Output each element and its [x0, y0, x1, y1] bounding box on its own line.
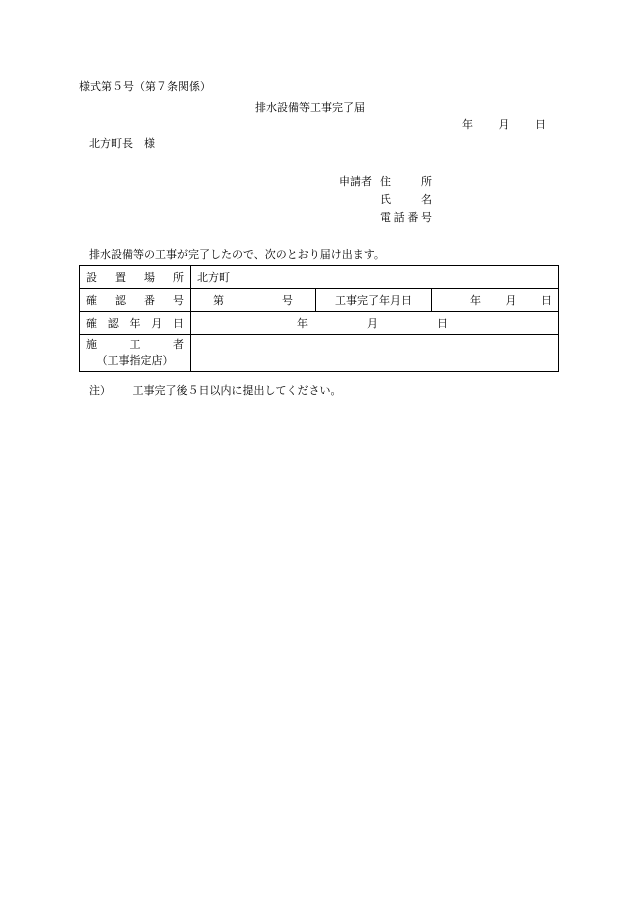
note-text: 工事完了後５日以内に提出してください。 — [132, 384, 342, 397]
location-value[interactable]: 北方町 — [191, 266, 559, 289]
completion-date-label: 工事完了年月日 — [316, 289, 432, 312]
confirm-number-label: 確 認 番 号 — [80, 289, 191, 312]
note — [89, 384, 342, 398]
date-month: 月 — [498, 118, 510, 131]
contractor-sublabel: （工事指定店） — [96, 354, 174, 367]
contractor-label: 施 工 者 （工事指定店） — [80, 335, 191, 372]
applicant-address-label: 住 所 — [380, 175, 432, 188]
intro-text: 排水設備等の工事が完了したので、次のとおり届け出ます。 — [89, 248, 385, 261]
confirm-date-value[interactable]: 年 月 日 — [191, 312, 559, 335]
document-title: 排水設備等工事完了届 — [255, 101, 365, 114]
date-line — [462, 118, 546, 132]
completion-form-table — [79, 265, 559, 372]
contractor-value[interactable] — [191, 335, 559, 372]
form-number: 様式第５号（第７条関係） — [79, 80, 211, 93]
row-confirm-number — [80, 289, 559, 312]
date-year: 年 — [462, 118, 473, 131]
completion-date-value[interactable]: 年 月 日 — [432, 289, 559, 312]
confirm-number-value[interactable]: 第 号 — [191, 289, 316, 312]
row-confirm-date — [80, 312, 559, 335]
applicant-name-label: 氏 名 — [380, 193, 432, 206]
addressee: 北方町長 様 — [89, 137, 155, 150]
location-label: 設 置 場 所 — [80, 266, 191, 289]
row-contractor — [80, 335, 559, 372]
confirm-date-label: 確 認 年 月 日 — [80, 312, 191, 335]
note-prefix: 注） — [89, 384, 111, 397]
row-location — [80, 266, 559, 289]
applicant-label: 申請者 — [339, 175, 372, 188]
date-day: 日 — [535, 118, 546, 131]
applicant-phone-label: 電 話 番 号 — [380, 211, 432, 224]
